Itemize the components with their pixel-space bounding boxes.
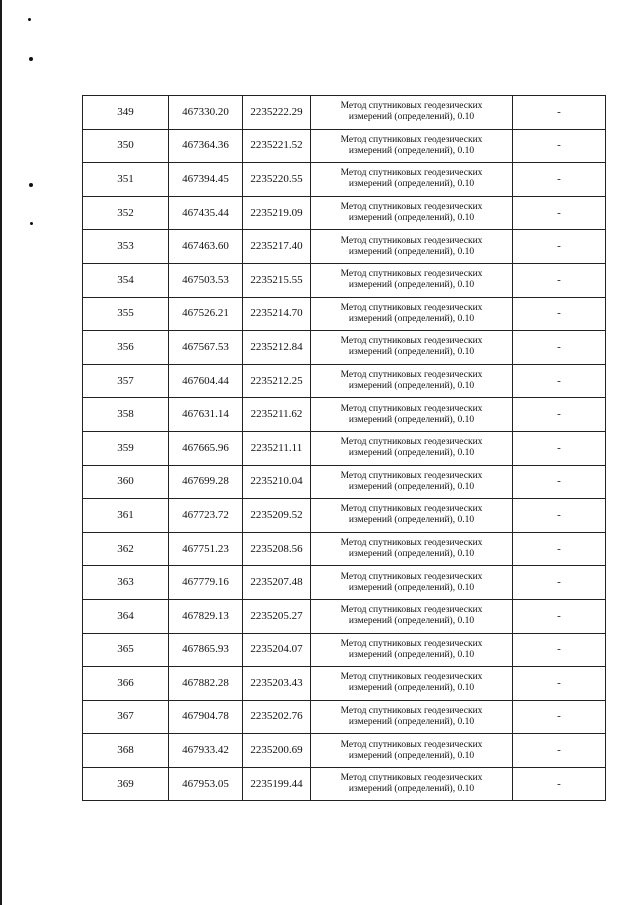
table-row <box>83 734 606 768</box>
x-coordinate-cell: 467779.16 <box>169 566 243 600</box>
dash-cell <box>513 700 606 734</box>
method-cell <box>311 297 513 331</box>
y-coordinate-cell: 2235209.52 <box>243 499 311 533</box>
x-coordinate-cell: 467699.28 <box>169 465 243 499</box>
point-number-cell: 367 <box>83 700 169 734</box>
x-coordinate-cell: 467865.93 <box>169 633 243 667</box>
dash-cell <box>513 163 606 197</box>
method-cell <box>311 196 513 230</box>
method-line-2: измерений (определений), 0.10 <box>348 716 475 727</box>
method-line-2: измерений (определений), 0.10 <box>348 381 475 392</box>
dash-cell <box>513 196 606 230</box>
table-row <box>83 465 606 499</box>
y-coordinate-cell: 2235217.40 <box>243 230 311 264</box>
table-row <box>83 767 606 801</box>
dash-value: - <box>557 240 561 253</box>
dash-cell <box>513 96 606 130</box>
dash-value: - <box>557 340 561 353</box>
point-number-cell: 349 <box>83 96 169 130</box>
method-line-2: измерений (определений), 0.10 <box>348 582 475 593</box>
y-coordinate-cell: 2235212.25 <box>243 364 311 398</box>
method-line-1: Метод спутниковых геодезических <box>340 638 483 649</box>
method-line-1: Метод спутниковых геодезических <box>340 403 483 414</box>
dash-cell <box>513 499 606 533</box>
y-coordinate-cell: 2235210.04 <box>243 465 311 499</box>
method-cell <box>311 499 513 533</box>
point-number-cell: 363 <box>83 566 169 600</box>
method-line-2: измерений (определений), 0.10 <box>348 515 475 526</box>
x-coordinate-cell: 467933.42 <box>169 734 243 768</box>
x-coordinate-cell: 467330.20 <box>169 96 243 130</box>
method-line-2: измерений (определений), 0.10 <box>348 179 475 190</box>
dash-value: - <box>557 441 561 454</box>
y-coordinate-cell: 2235203.43 <box>243 667 311 701</box>
method-line-1: Метод спутниковых геодезических <box>340 538 483 549</box>
method-line-2: измерений (определений), 0.10 <box>348 246 475 257</box>
method-line-2: измерений (определений), 0.10 <box>348 784 475 795</box>
method-cell <box>311 767 513 801</box>
method-cell <box>311 263 513 297</box>
y-coordinate-cell: 2235214.70 <box>243 297 311 331</box>
point-number-cell: 365 <box>83 633 169 667</box>
point-number-cell: 368 <box>83 734 169 768</box>
method-line-2: измерений (определений), 0.10 <box>348 481 475 492</box>
method-line-2: измерений (определений), 0.10 <box>348 213 475 224</box>
table-row <box>83 364 606 398</box>
y-coordinate-cell: 2235211.11 <box>243 431 311 465</box>
method-cell <box>311 599 513 633</box>
point-number-cell: 362 <box>83 532 169 566</box>
method-line-2: измерений (определений), 0.10 <box>348 448 475 459</box>
point-number-cell: 355 <box>83 297 169 331</box>
dash-value: - <box>557 710 561 723</box>
x-coordinate-cell: 467503.53 <box>169 263 243 297</box>
table-row <box>83 263 606 297</box>
method-line-2: измерений (определений), 0.10 <box>348 112 475 123</box>
y-coordinate-cell: 2235212.84 <box>243 331 311 365</box>
dash-cell <box>513 667 606 701</box>
dash-value: - <box>557 609 561 622</box>
y-coordinate-cell: 2235199.44 <box>243 767 311 801</box>
table-row <box>83 532 606 566</box>
scan-speck <box>29 183 33 187</box>
dash-cell <box>513 599 606 633</box>
method-line-1: Метод спутниковых геодезических <box>340 134 483 145</box>
scan-edge-line <box>0 0 2 905</box>
table-row <box>83 196 606 230</box>
dash-cell <box>513 230 606 264</box>
point-number-cell: 369 <box>83 767 169 801</box>
x-coordinate-cell: 467665.96 <box>169 431 243 465</box>
x-coordinate-cell: 467723.72 <box>169 499 243 533</box>
y-coordinate-cell: 2235211.62 <box>243 398 311 432</box>
method-cell <box>311 129 513 163</box>
point-number-cell: 353 <box>83 230 169 264</box>
scan-speck <box>30 222 33 225</box>
x-coordinate-cell: 467882.28 <box>169 667 243 701</box>
method-line-2: измерений (определений), 0.10 <box>348 683 475 694</box>
point-number-cell: 357 <box>83 364 169 398</box>
y-coordinate-cell: 2235215.55 <box>243 263 311 297</box>
dash-value: - <box>557 374 561 387</box>
point-number-cell: 359 <box>83 431 169 465</box>
scan-speck <box>29 57 33 61</box>
dash-value: - <box>557 273 561 286</box>
method-line-2: измерений (определений), 0.10 <box>348 313 475 324</box>
dash-cell <box>513 129 606 163</box>
method-line-2: измерений (определений), 0.10 <box>348 616 475 627</box>
x-coordinate-cell: 467463.60 <box>169 230 243 264</box>
y-coordinate-cell: 2235202.76 <box>243 700 311 734</box>
table-row <box>83 163 606 197</box>
method-cell <box>311 465 513 499</box>
dash-value: - <box>557 172 561 185</box>
method-line-2: измерений (определений), 0.10 <box>348 549 475 560</box>
table-body <box>83 96 606 801</box>
y-coordinate-cell: 2235205.27 <box>243 599 311 633</box>
dash-value: - <box>557 508 561 521</box>
dash-cell <box>513 297 606 331</box>
x-coordinate-cell: 467526.21 <box>169 297 243 331</box>
method-line-2: измерений (определений), 0.10 <box>348 414 475 425</box>
dash-value: - <box>557 744 561 757</box>
x-coordinate-cell: 467604.44 <box>169 364 243 398</box>
method-cell <box>311 163 513 197</box>
table-row <box>83 566 606 600</box>
method-line-1: Метод спутниковых геодезических <box>340 168 483 179</box>
method-line-1: Метод спутниковых геодезических <box>340 235 483 246</box>
dash-value: - <box>557 307 561 320</box>
method-cell <box>311 96 513 130</box>
y-coordinate-cell: 2235208.56 <box>243 532 311 566</box>
method-line-1: Метод спутниковых геодезических <box>340 705 483 716</box>
method-cell <box>311 633 513 667</box>
dash-value: - <box>557 206 561 219</box>
method-line-1: Метод спутниковых геодезических <box>340 470 483 481</box>
method-cell <box>311 364 513 398</box>
x-coordinate-cell: 467435.44 <box>169 196 243 230</box>
method-line-1: Метод спутниковых геодезических <box>340 202 483 213</box>
x-coordinate-cell: 467567.53 <box>169 331 243 365</box>
method-cell <box>311 700 513 734</box>
dash-cell <box>513 364 606 398</box>
method-line-2: измерений (определений), 0.10 <box>348 280 475 291</box>
method-cell <box>311 734 513 768</box>
dash-value: - <box>557 139 561 152</box>
dash-cell <box>513 633 606 667</box>
method-line-1: Метод спутниковых геодезических <box>340 336 483 347</box>
point-number-cell: 351 <box>83 163 169 197</box>
table-row <box>83 431 606 465</box>
y-coordinate-cell: 2235204.07 <box>243 633 311 667</box>
table-row <box>83 96 606 130</box>
point-number-cell: 361 <box>83 499 169 533</box>
y-coordinate-cell: 2235200.69 <box>243 734 311 768</box>
method-line-1: Метод спутниковых геодезических <box>340 739 483 750</box>
table-row <box>83 230 606 264</box>
x-coordinate-cell: 467904.78 <box>169 700 243 734</box>
method-line-1: Метод спутниковых геодезических <box>340 605 483 616</box>
point-number-cell: 350 <box>83 129 169 163</box>
dash-cell <box>513 767 606 801</box>
table-row <box>83 297 606 331</box>
method-cell <box>311 398 513 432</box>
scan-speck <box>28 18 31 21</box>
point-number-cell: 356 <box>83 331 169 365</box>
dash-cell <box>513 398 606 432</box>
x-coordinate-cell: 467829.13 <box>169 599 243 633</box>
dash-value: - <box>557 408 561 421</box>
dash-value: - <box>557 475 561 488</box>
dash-value: - <box>557 542 561 555</box>
dash-cell <box>513 566 606 600</box>
dash-value: - <box>557 676 561 689</box>
point-number-cell: 354 <box>83 263 169 297</box>
point-number-cell: 360 <box>83 465 169 499</box>
y-coordinate-cell: 2235221.52 <box>243 129 311 163</box>
method-line-2: измерений (определений), 0.10 <box>348 750 475 761</box>
point-number-cell: 358 <box>83 398 169 432</box>
table-row <box>83 700 606 734</box>
x-coordinate-cell: 467953.05 <box>169 767 243 801</box>
table-row <box>83 667 606 701</box>
method-line-1: Метод спутниковых геодезических <box>340 269 483 280</box>
method-line-2: измерений (определений), 0.10 <box>348 347 475 358</box>
dash-value: - <box>557 105 561 118</box>
dash-value: - <box>557 643 561 656</box>
dash-cell <box>513 331 606 365</box>
method-cell <box>311 431 513 465</box>
method-cell <box>311 566 513 600</box>
table-row <box>83 398 606 432</box>
method-line-1: Метод спутниковых геодезических <box>340 672 483 683</box>
table-row <box>83 633 606 667</box>
point-number-cell: 366 <box>83 667 169 701</box>
x-coordinate-cell: 467394.45 <box>169 163 243 197</box>
table-row <box>83 599 606 633</box>
method-line-2: измерений (определений), 0.10 <box>348 145 475 156</box>
dash-cell <box>513 532 606 566</box>
point-number-cell: 352 <box>83 196 169 230</box>
method-line-1: Метод спутниковых геодезических <box>340 571 483 582</box>
method-cell <box>311 230 513 264</box>
x-coordinate-cell: 467364.36 <box>169 129 243 163</box>
method-line-1: Метод спутниковых геодезических <box>340 302 483 313</box>
dash-value: - <box>557 777 561 790</box>
table-row <box>83 331 606 365</box>
method-cell <box>311 331 513 365</box>
y-coordinate-cell: 2235207.48 <box>243 566 311 600</box>
method-line-2: измерений (определений), 0.10 <box>348 649 475 660</box>
coordinates-table <box>82 95 606 801</box>
table-row <box>83 129 606 163</box>
y-coordinate-cell: 2235222.29 <box>243 96 311 130</box>
method-line-1: Метод спутниковых геодезических <box>340 101 483 112</box>
method-line-1: Метод спутниковых геодезических <box>340 370 483 381</box>
y-coordinate-cell: 2235219.09 <box>243 196 311 230</box>
table-row <box>83 499 606 533</box>
point-number-cell: 364 <box>83 599 169 633</box>
method-cell <box>311 667 513 701</box>
dash-cell <box>513 431 606 465</box>
method-line-1: Метод спутниковых геодезических <box>340 437 483 448</box>
dash-cell <box>513 734 606 768</box>
dash-value: - <box>557 576 561 589</box>
method-cell <box>311 532 513 566</box>
method-line-1: Метод спутниковых геодезических <box>340 504 483 515</box>
x-coordinate-cell: 467751.23 <box>169 532 243 566</box>
x-coordinate-cell: 467631.14 <box>169 398 243 432</box>
y-coordinate-cell: 2235220.55 <box>243 163 311 197</box>
method-line-1: Метод спутниковых геодезических <box>340 773 483 784</box>
dash-cell <box>513 465 606 499</box>
dash-cell <box>513 263 606 297</box>
